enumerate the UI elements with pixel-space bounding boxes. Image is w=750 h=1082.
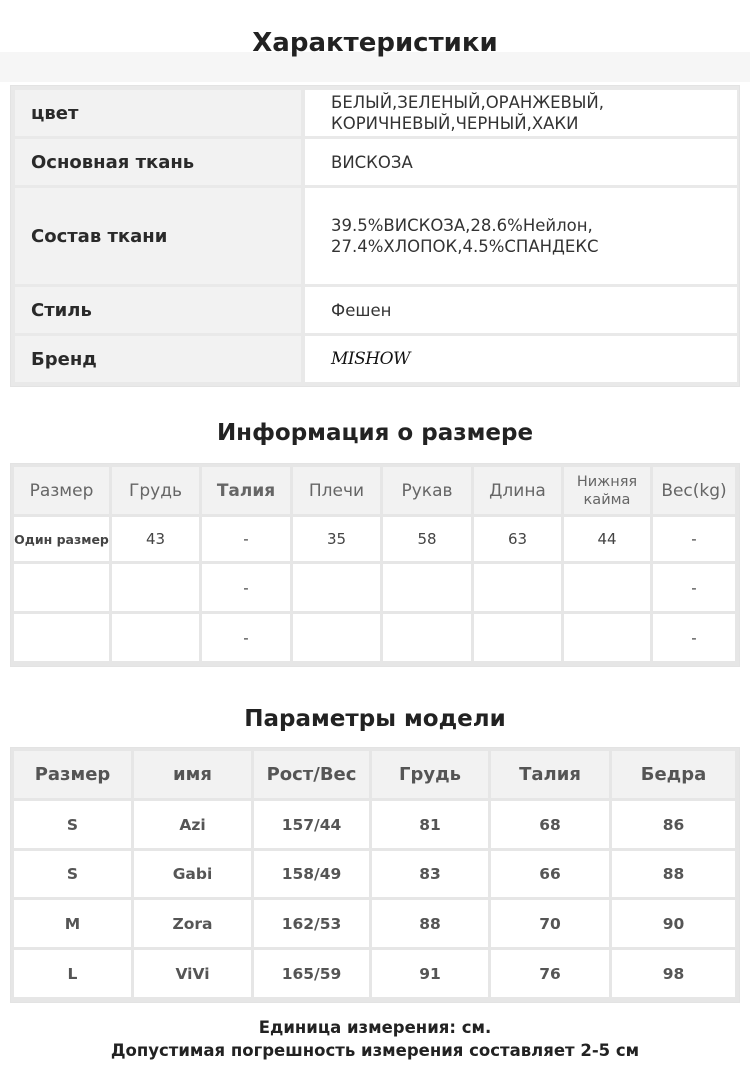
table-cell xyxy=(474,564,561,611)
table-cell: 90 xyxy=(612,900,735,947)
brand-logo: MISHOW xyxy=(331,348,411,369)
footer-unit-note: Единица измерения: см. xyxy=(258,1018,492,1037)
table-cell: - xyxy=(202,614,290,661)
spec-value: Фешен xyxy=(305,287,737,333)
size-info-title: Информация о размере xyxy=(216,420,534,446)
table-header-cell: Талия xyxy=(202,467,290,514)
table-cell xyxy=(383,614,471,661)
model-table xyxy=(10,747,740,1003)
table-cell xyxy=(14,564,109,611)
spec-value-line: БЕЛЫЙ,ЗЕЛЕНЫЙ,ОРАНЖЕВЫЙ, xyxy=(331,93,604,112)
spec-label: Стиль xyxy=(15,287,301,333)
table-cell: Gabi xyxy=(134,851,251,897)
table-cell: ViVi xyxy=(134,950,251,997)
table-cell: 165/59 xyxy=(254,950,369,997)
spec-label: Состав ткани xyxy=(15,188,301,284)
table-cell: 76 xyxy=(491,950,609,997)
table-cell: Azi xyxy=(134,801,251,848)
table-cell xyxy=(474,614,561,661)
table-cell: 91 xyxy=(372,950,488,997)
table-cell: - xyxy=(653,614,735,661)
table-cell: 58 xyxy=(383,517,471,561)
table-cell: 162/53 xyxy=(254,900,369,947)
table-cell: Один размер xyxy=(14,517,109,561)
table-cell: 158/49 xyxy=(254,851,369,897)
table-cell xyxy=(112,614,199,661)
table-cell xyxy=(293,614,380,661)
spec-row-brand xyxy=(15,336,737,382)
table-cell xyxy=(293,564,380,611)
table-cell: M xyxy=(14,900,131,947)
spec-row-style xyxy=(15,287,737,333)
table-cell: 66 xyxy=(491,851,609,897)
table-header-cell: Грудь xyxy=(372,751,488,798)
table-cell: - xyxy=(653,517,735,561)
table-cell: - xyxy=(202,517,290,561)
table-cell: S xyxy=(14,801,131,848)
table-header-cell: Талия xyxy=(491,751,609,798)
table-cell: Zora xyxy=(134,900,251,947)
table-header-cell: Длина xyxy=(474,467,561,514)
table-cell: 81 xyxy=(372,801,488,848)
footer-tolerance-note: Допустимая погрешность измерения составляет 2-5 см xyxy=(110,1041,640,1060)
table-cell: - xyxy=(202,564,290,611)
table-cell: 157/44 xyxy=(254,801,369,848)
spec-value: ВИСКОЗА xyxy=(305,139,737,185)
spec-row-main-fabric xyxy=(15,139,737,185)
table-cell xyxy=(564,564,650,611)
table-cell: - xyxy=(653,564,735,611)
table-cell: 86 xyxy=(612,801,735,848)
spec-value-line: КОРИЧНЕВЫЙ,ЧЕРНЫЙ,ХАКИ xyxy=(331,114,579,133)
table-header-cell: Бедра xyxy=(612,751,735,798)
spec-row-composition xyxy=(15,188,737,284)
table-cell: L xyxy=(14,950,131,997)
table-header-cell: имя xyxy=(134,751,251,798)
table-cell: 98 xyxy=(612,950,735,997)
table-cell: S xyxy=(14,851,131,897)
table-header-cell: Рост/Вес xyxy=(254,751,369,798)
table-cell: 88 xyxy=(372,900,488,947)
table-cell xyxy=(112,564,199,611)
specs-title: Характеристики xyxy=(252,28,498,58)
specs-table xyxy=(10,85,740,387)
table-cell xyxy=(383,564,471,611)
table-cell: 83 xyxy=(372,851,488,897)
table-header-cell: Нижняя кайма xyxy=(564,467,650,514)
table-header-cell: Грудь xyxy=(112,467,199,514)
table-cell: 68 xyxy=(491,801,609,848)
table-cell: 70 xyxy=(491,900,609,947)
table-header-cell: Размер xyxy=(14,467,109,514)
table-cell: 44 xyxy=(564,517,650,561)
spec-label: Бренд xyxy=(15,336,301,382)
table-header-cell: Плечи xyxy=(293,467,380,514)
spec-value-line: 27.4%ХЛОПОК,4.5%СПАНДЕКС xyxy=(331,237,599,256)
table-header-cell: Вес(kg) xyxy=(653,467,735,514)
spec-label: цвет xyxy=(15,90,301,136)
spec-value-line: 39.5%ВИСКОЗА,28.6%Нейлон, xyxy=(331,216,593,235)
table-cell: 43 xyxy=(112,517,199,561)
model-params-title: Параметры модели xyxy=(244,706,506,732)
spec-label: Основная ткань xyxy=(15,139,301,185)
table-header-cell: Размер xyxy=(14,751,131,798)
table-header-cell: Рукав xyxy=(383,467,471,514)
table-cell: 35 xyxy=(293,517,380,561)
table-cell: 88 xyxy=(612,851,735,897)
table-cell xyxy=(14,614,109,661)
spec-row-color xyxy=(15,90,737,136)
table-cell: 63 xyxy=(474,517,561,561)
size-table xyxy=(10,463,740,667)
table-cell xyxy=(564,614,650,661)
